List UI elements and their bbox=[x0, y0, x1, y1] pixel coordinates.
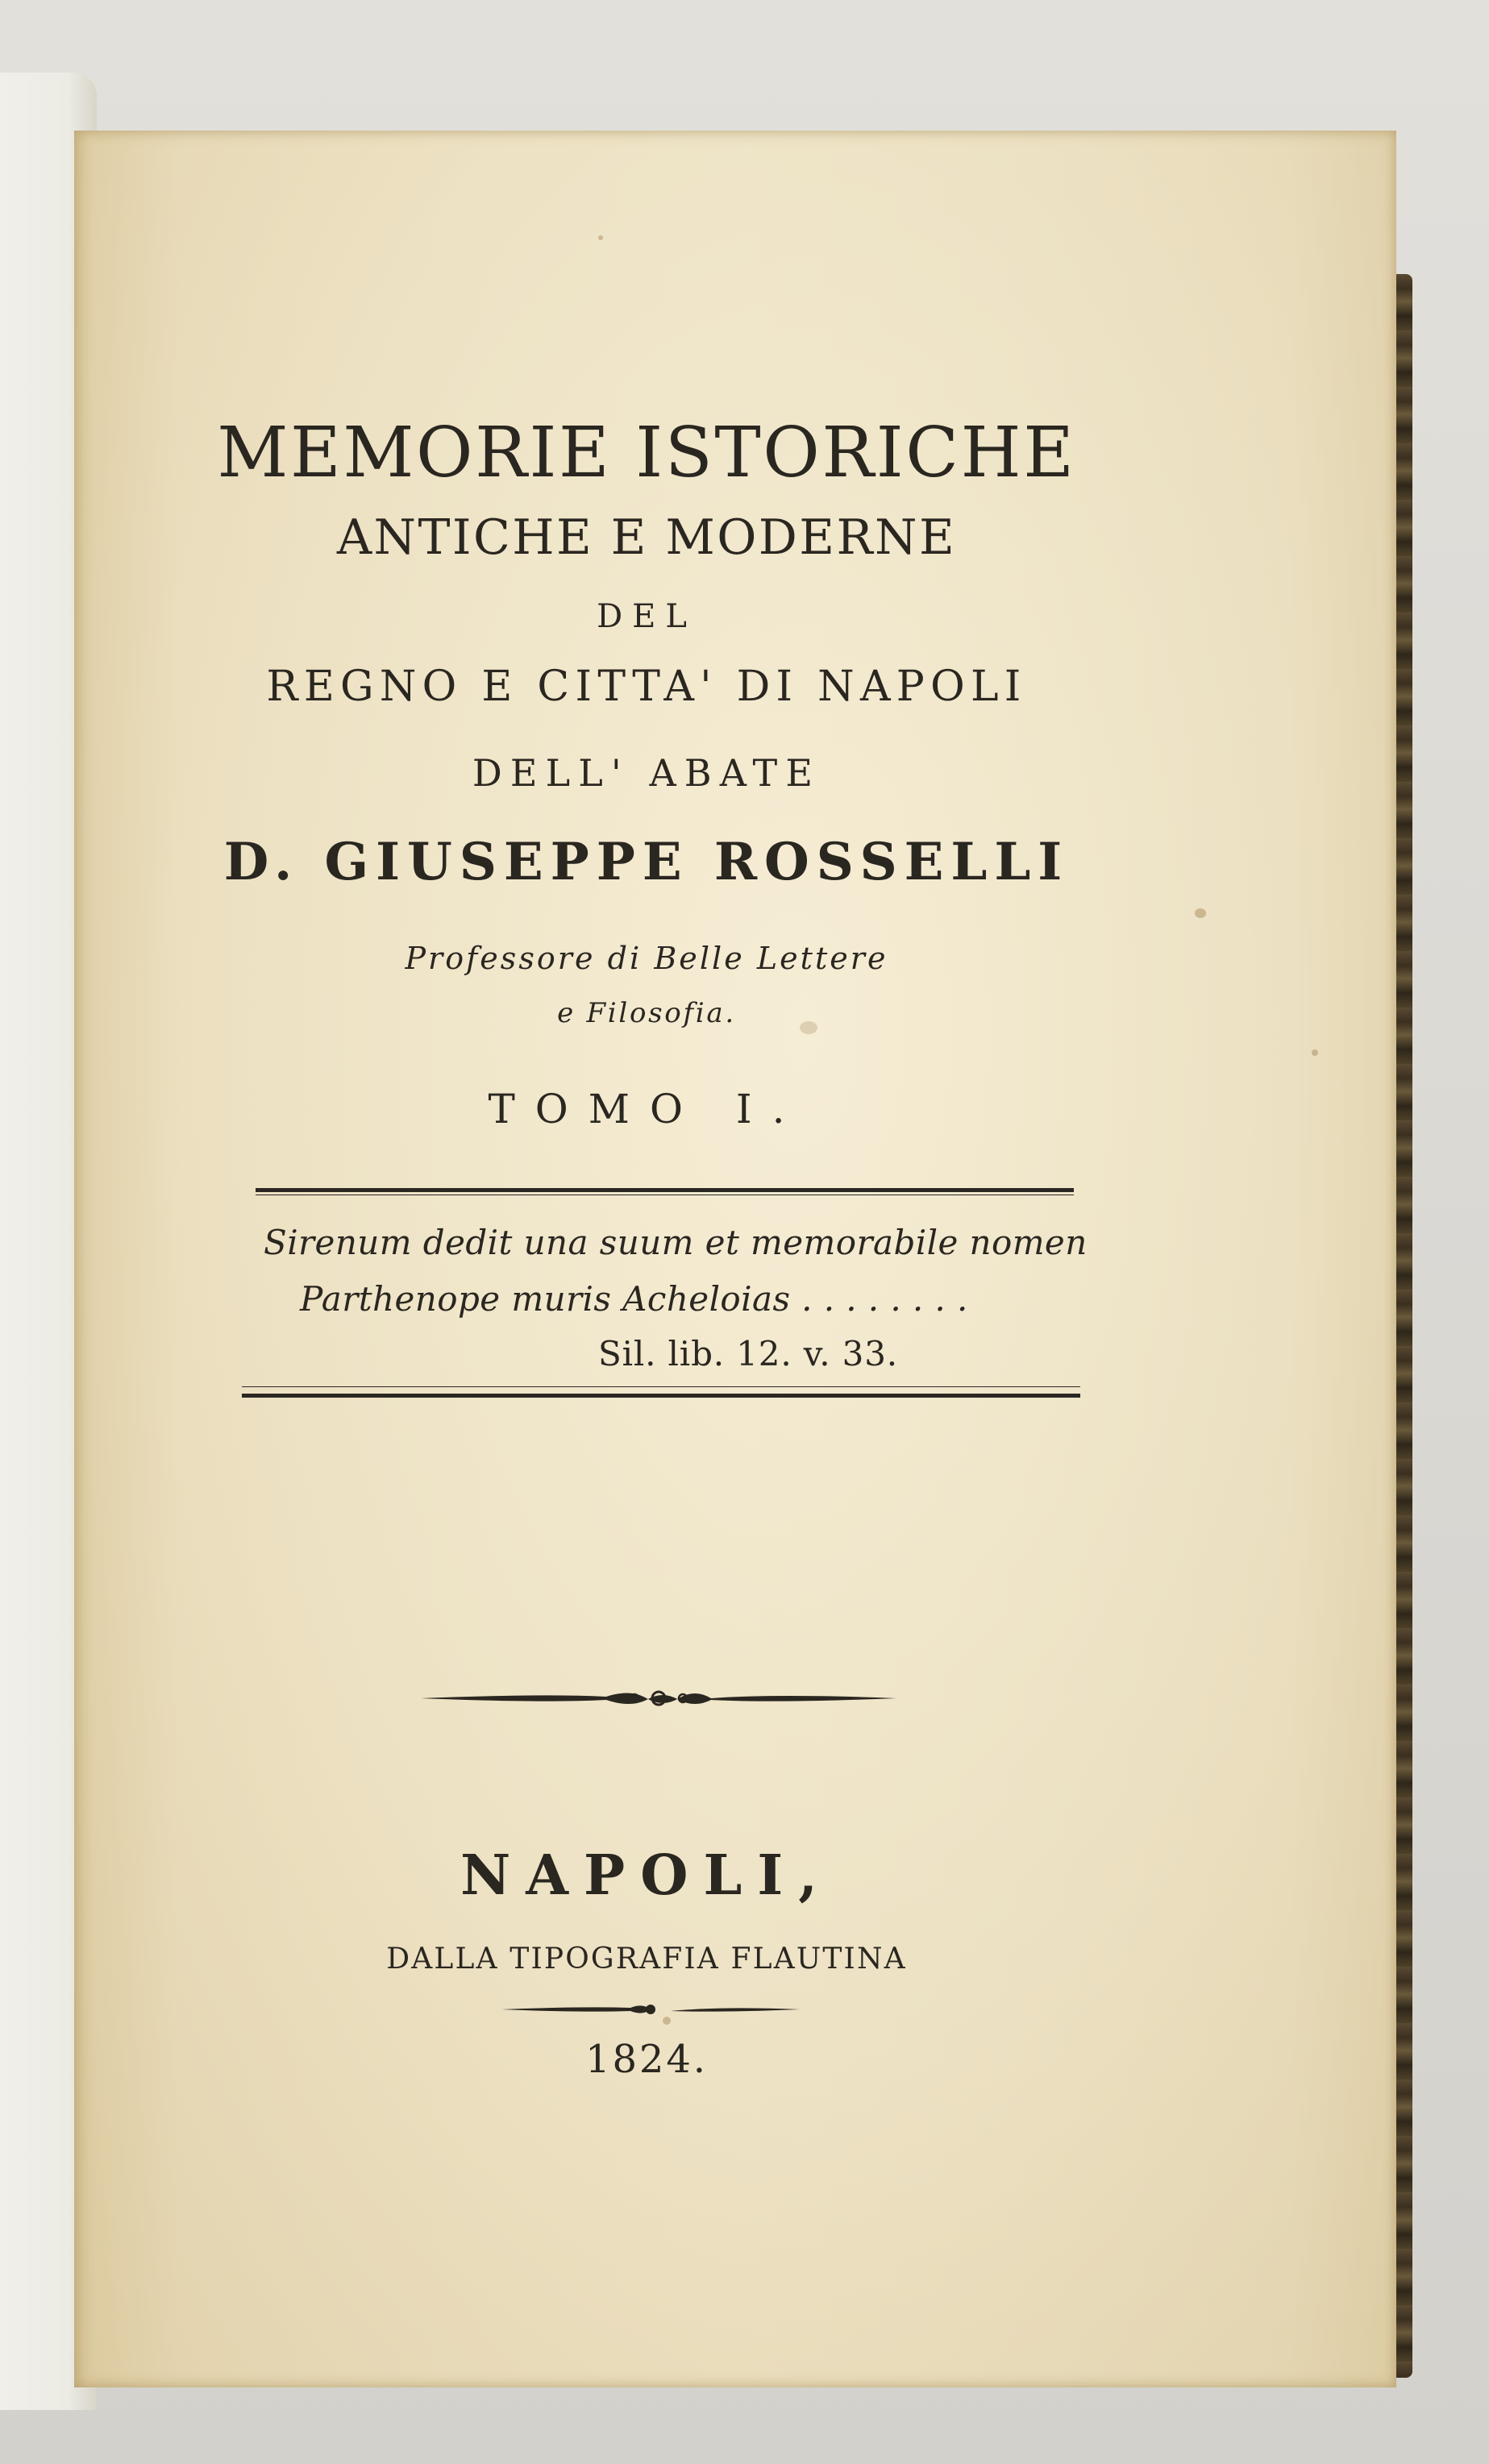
foxing-spot bbox=[598, 235, 603, 240]
book-subtitle: ANTICHE E MODERNE bbox=[336, 509, 957, 566]
author-profession: Professore di Belle Lettere bbox=[405, 941, 888, 976]
imprint-printer: DALLA TIPOGRAFIA FLAUTINA bbox=[386, 1943, 907, 1976]
epigraph-rule-top bbox=[256, 1188, 1074, 1192]
author-name: D. GIUSEPPE ROSSELLI bbox=[223, 832, 1070, 892]
epigraph-citation: Sil. lib. 12. v. 33. bbox=[598, 1334, 898, 1373]
title-connector: DEL bbox=[597, 598, 697, 635]
foxing-spot bbox=[1195, 908, 1206, 918]
volume-number: TOMO I. bbox=[488, 1086, 805, 1132]
epigraph-rule-bottom bbox=[242, 1394, 1080, 1398]
epigraph-line: Sirenum dedit una suum et memorabile nomen bbox=[264, 1223, 1088, 1262]
foxing-spot bbox=[1312, 1049, 1318, 1056]
epigraph-rule-bottom-thin bbox=[242, 1386, 1080, 1387]
author-prefix: DELL' ABATE bbox=[472, 751, 821, 795]
book-title: MEMORIE ISTORICHE bbox=[217, 413, 1076, 493]
imprint-city: NAPOLI, bbox=[460, 1843, 833, 1908]
title-page bbox=[74, 131, 1396, 2387]
epigraph-line: Parthenope muris Acheloias . . . . . . . . bbox=[300, 1279, 968, 1319]
ornamental-divider bbox=[421, 1682, 896, 1714]
small-ornamental-divider bbox=[501, 1999, 800, 2020]
imprint-year: 1824. bbox=[585, 2037, 708, 2082]
title-subject: REGNO E CITTA' DI NAPOLI bbox=[266, 663, 1027, 711]
author-profession-cont: e Filosofia. bbox=[557, 997, 736, 1029]
